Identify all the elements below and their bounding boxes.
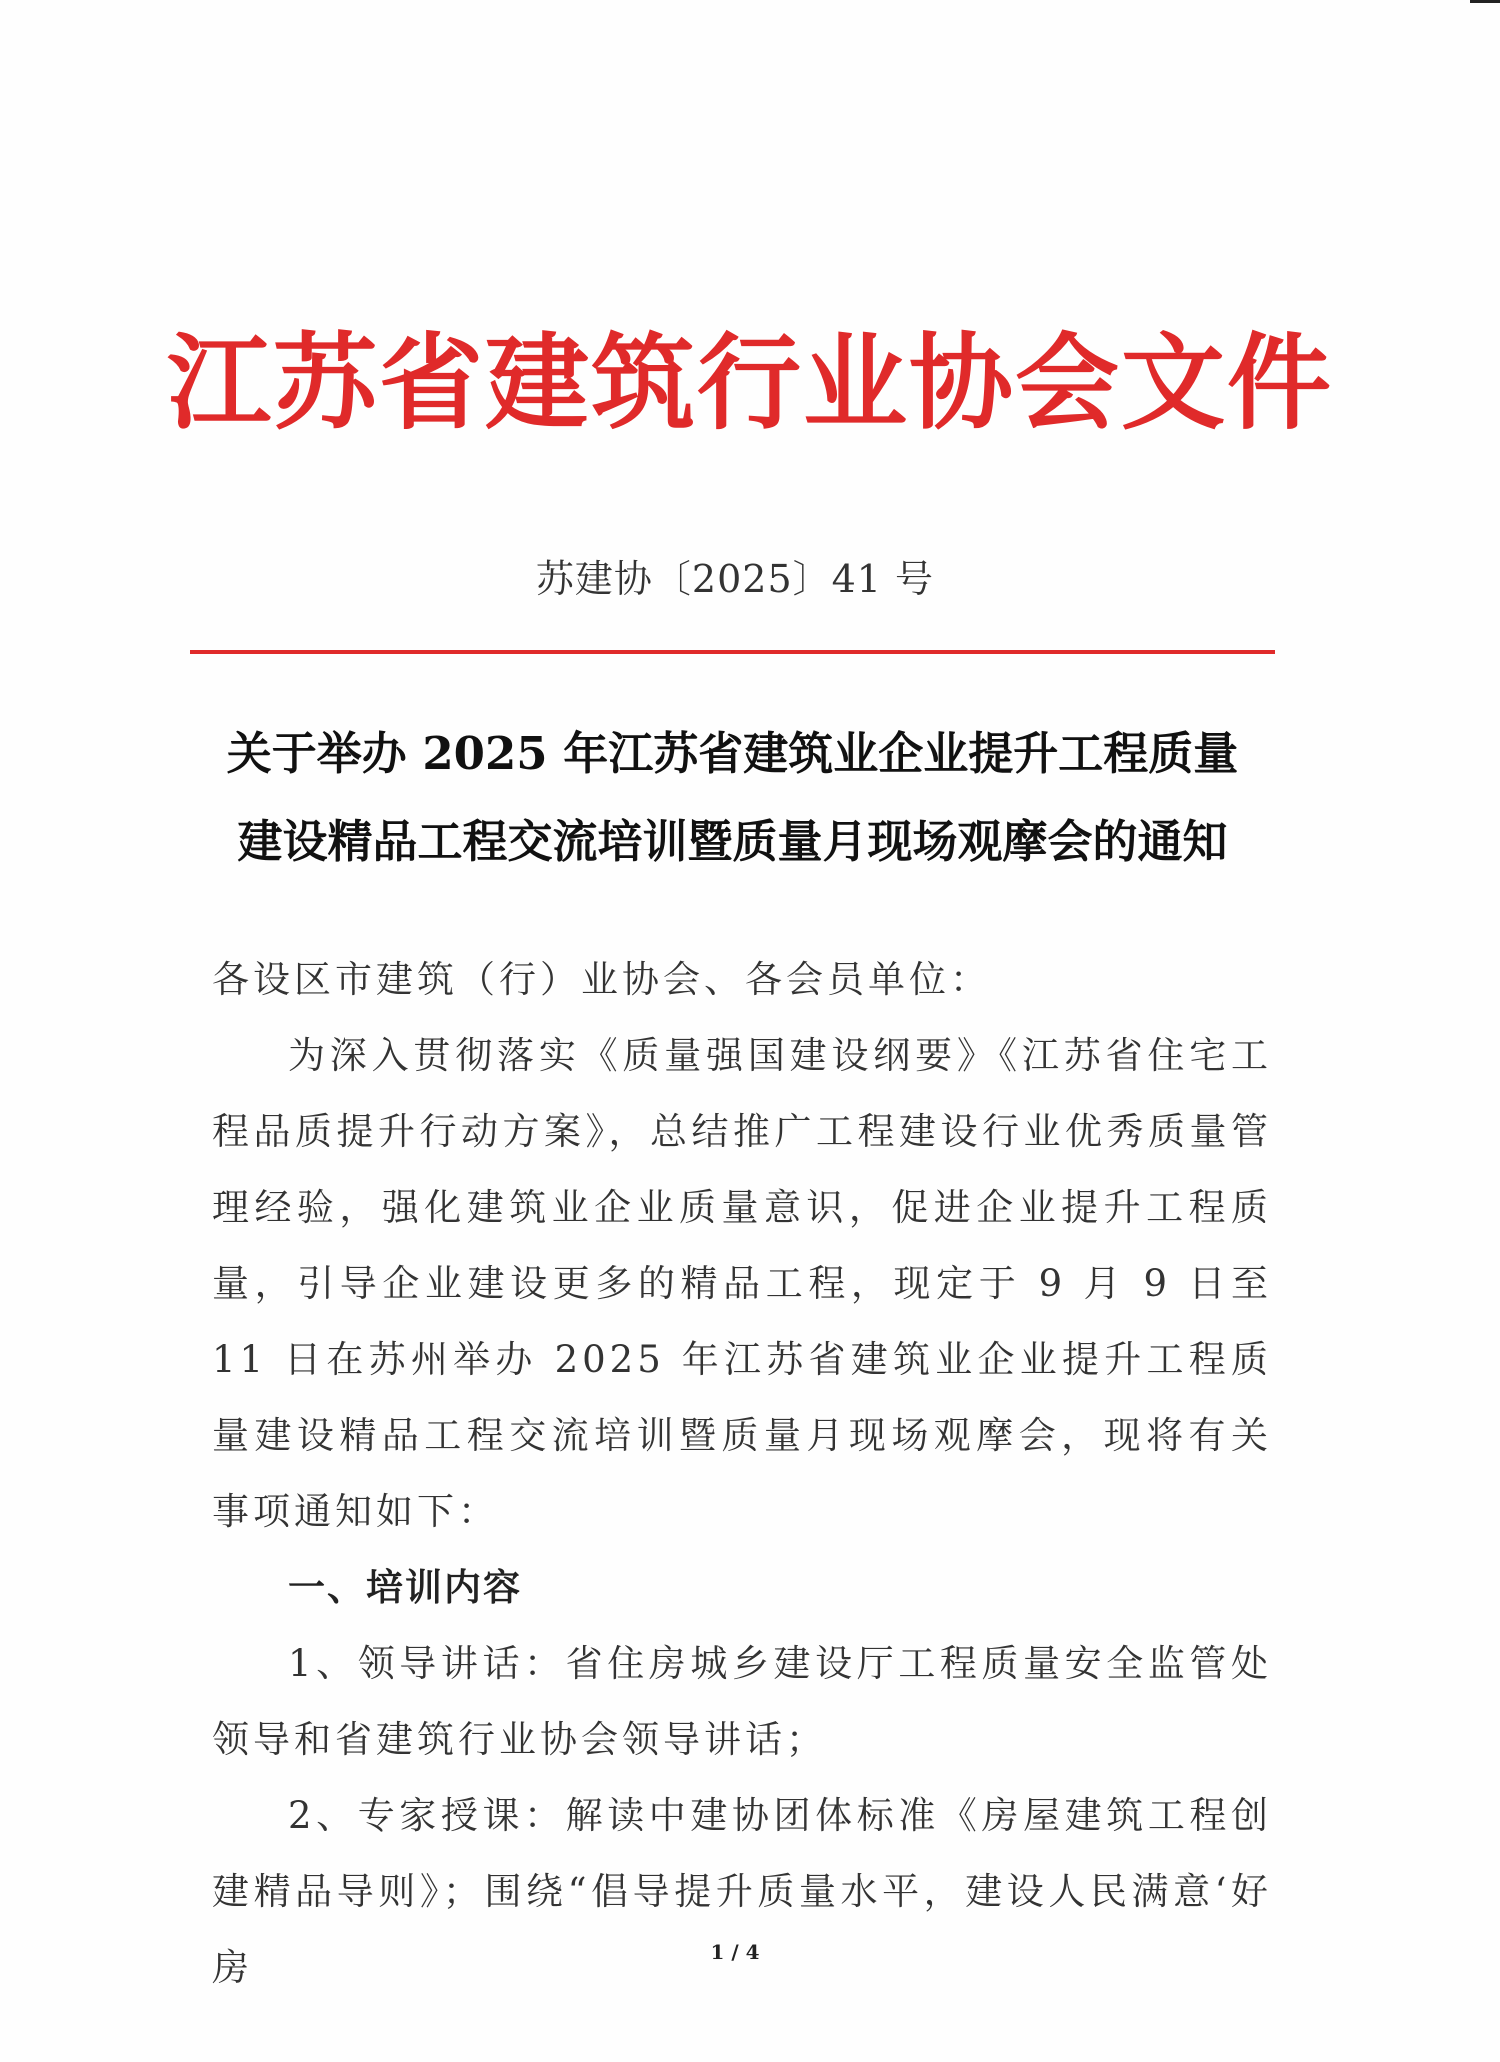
list-item-leader-speech: 1、领导讲话：省住房城乡建设厅工程质量安全监管处领导和省建筑行业协会领导讲话； xyxy=(212,1642,1272,1761)
notice-title xyxy=(190,710,1275,886)
document-body xyxy=(212,942,1272,2006)
notice-title-line-2: 建设精品工程交流培训暨质量月现场观摩会的通知 xyxy=(237,815,1228,868)
intro-paragraph: 为深入贯彻落实《质量强国建设纲要》《江苏省住宅工程品质提升行动方案》，总结推广工程建设行业优秀质量管理经验，强化建筑业企业质量意识，促进企业提升工程质量，引导企业建设更多的精品工程，现定于 9 月 9 日至 11 日在苏州举办 2025 年江苏省建筑业企业提升工程质量建设精品工程交流培训暨质量月现场观摩会，现将有关事项通知如下： xyxy=(212,1034,1272,1533)
document-number: 苏建协〔2025〕41 号 xyxy=(535,557,935,601)
red-divider-line xyxy=(190,650,1275,654)
page-number: 1 / 4 xyxy=(710,1940,760,1964)
section-heading-training-content: 一、培训内容 xyxy=(288,1566,522,1609)
list-item-expert-lecture: 2、专家授课：解读中建协团体标准《房屋建筑工程创建精品导则》；围绕“倡导提升质量水平，建设人民满意‘好房 xyxy=(212,1794,1272,1989)
scan-corner-mark xyxy=(1470,0,1500,3)
notice-title-line-1: 关于举办 2025 年江苏省建筑业企业提升工程质量 xyxy=(226,727,1239,780)
masthead-title: 江苏省建筑行业协会文件 xyxy=(166,322,1333,444)
salutation: 各设区市建筑（行）业协会、各会员单位： xyxy=(212,958,991,1001)
